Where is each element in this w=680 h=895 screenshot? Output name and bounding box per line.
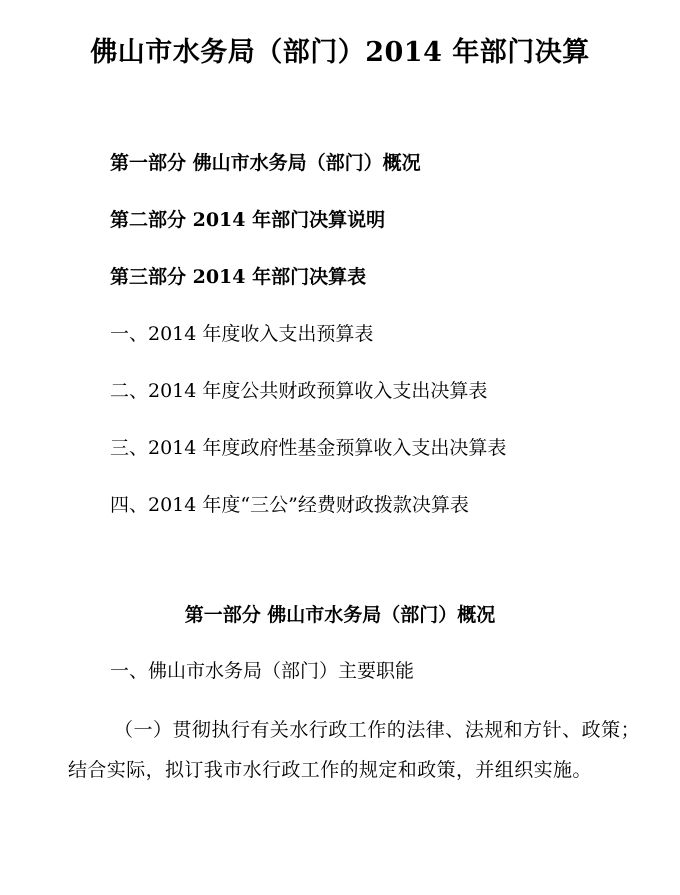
- document-title: 佛山市水务局（部门）2014 年部门决算: [90, 37, 590, 68]
- toc-item-part-2: 第二部分 2014 年部门决算说明: [110, 209, 386, 231]
- toc-item-table-2: 二、2014 年度公共财政预算收入支出决算表: [110, 380, 488, 402]
- section-heading: 第一部分 佛山市水务局（部门）概况: [184, 604, 496, 626]
- table-of-contents: [110, 146, 506, 545]
- toc-item-table-1: 一、2014 年度收入支出预算表: [110, 323, 374, 345]
- subsection-heading: 一、佛山市水务局（部门）主要职能: [110, 660, 415, 682]
- toc-item-part-1: 第一部分 佛山市水务局（部门）概况: [110, 152, 421, 174]
- toc-item-table-3: 三、2014 年度政府性基金预算收入支出决算表: [110, 437, 507, 459]
- toc-item-table-4: 四、2014 年度“三公”经费财政拨款决算表: [110, 494, 469, 516]
- body-paragraph: （一）贯彻执行有关水行政工作的法律、法规和方针、政策；结合实际，拟订我市水行政工作的规定和政策，并组织实施。: [68, 719, 640, 781]
- toc-item-part-3: 第三部分 2014 年部门决算表: [110, 266, 367, 288]
